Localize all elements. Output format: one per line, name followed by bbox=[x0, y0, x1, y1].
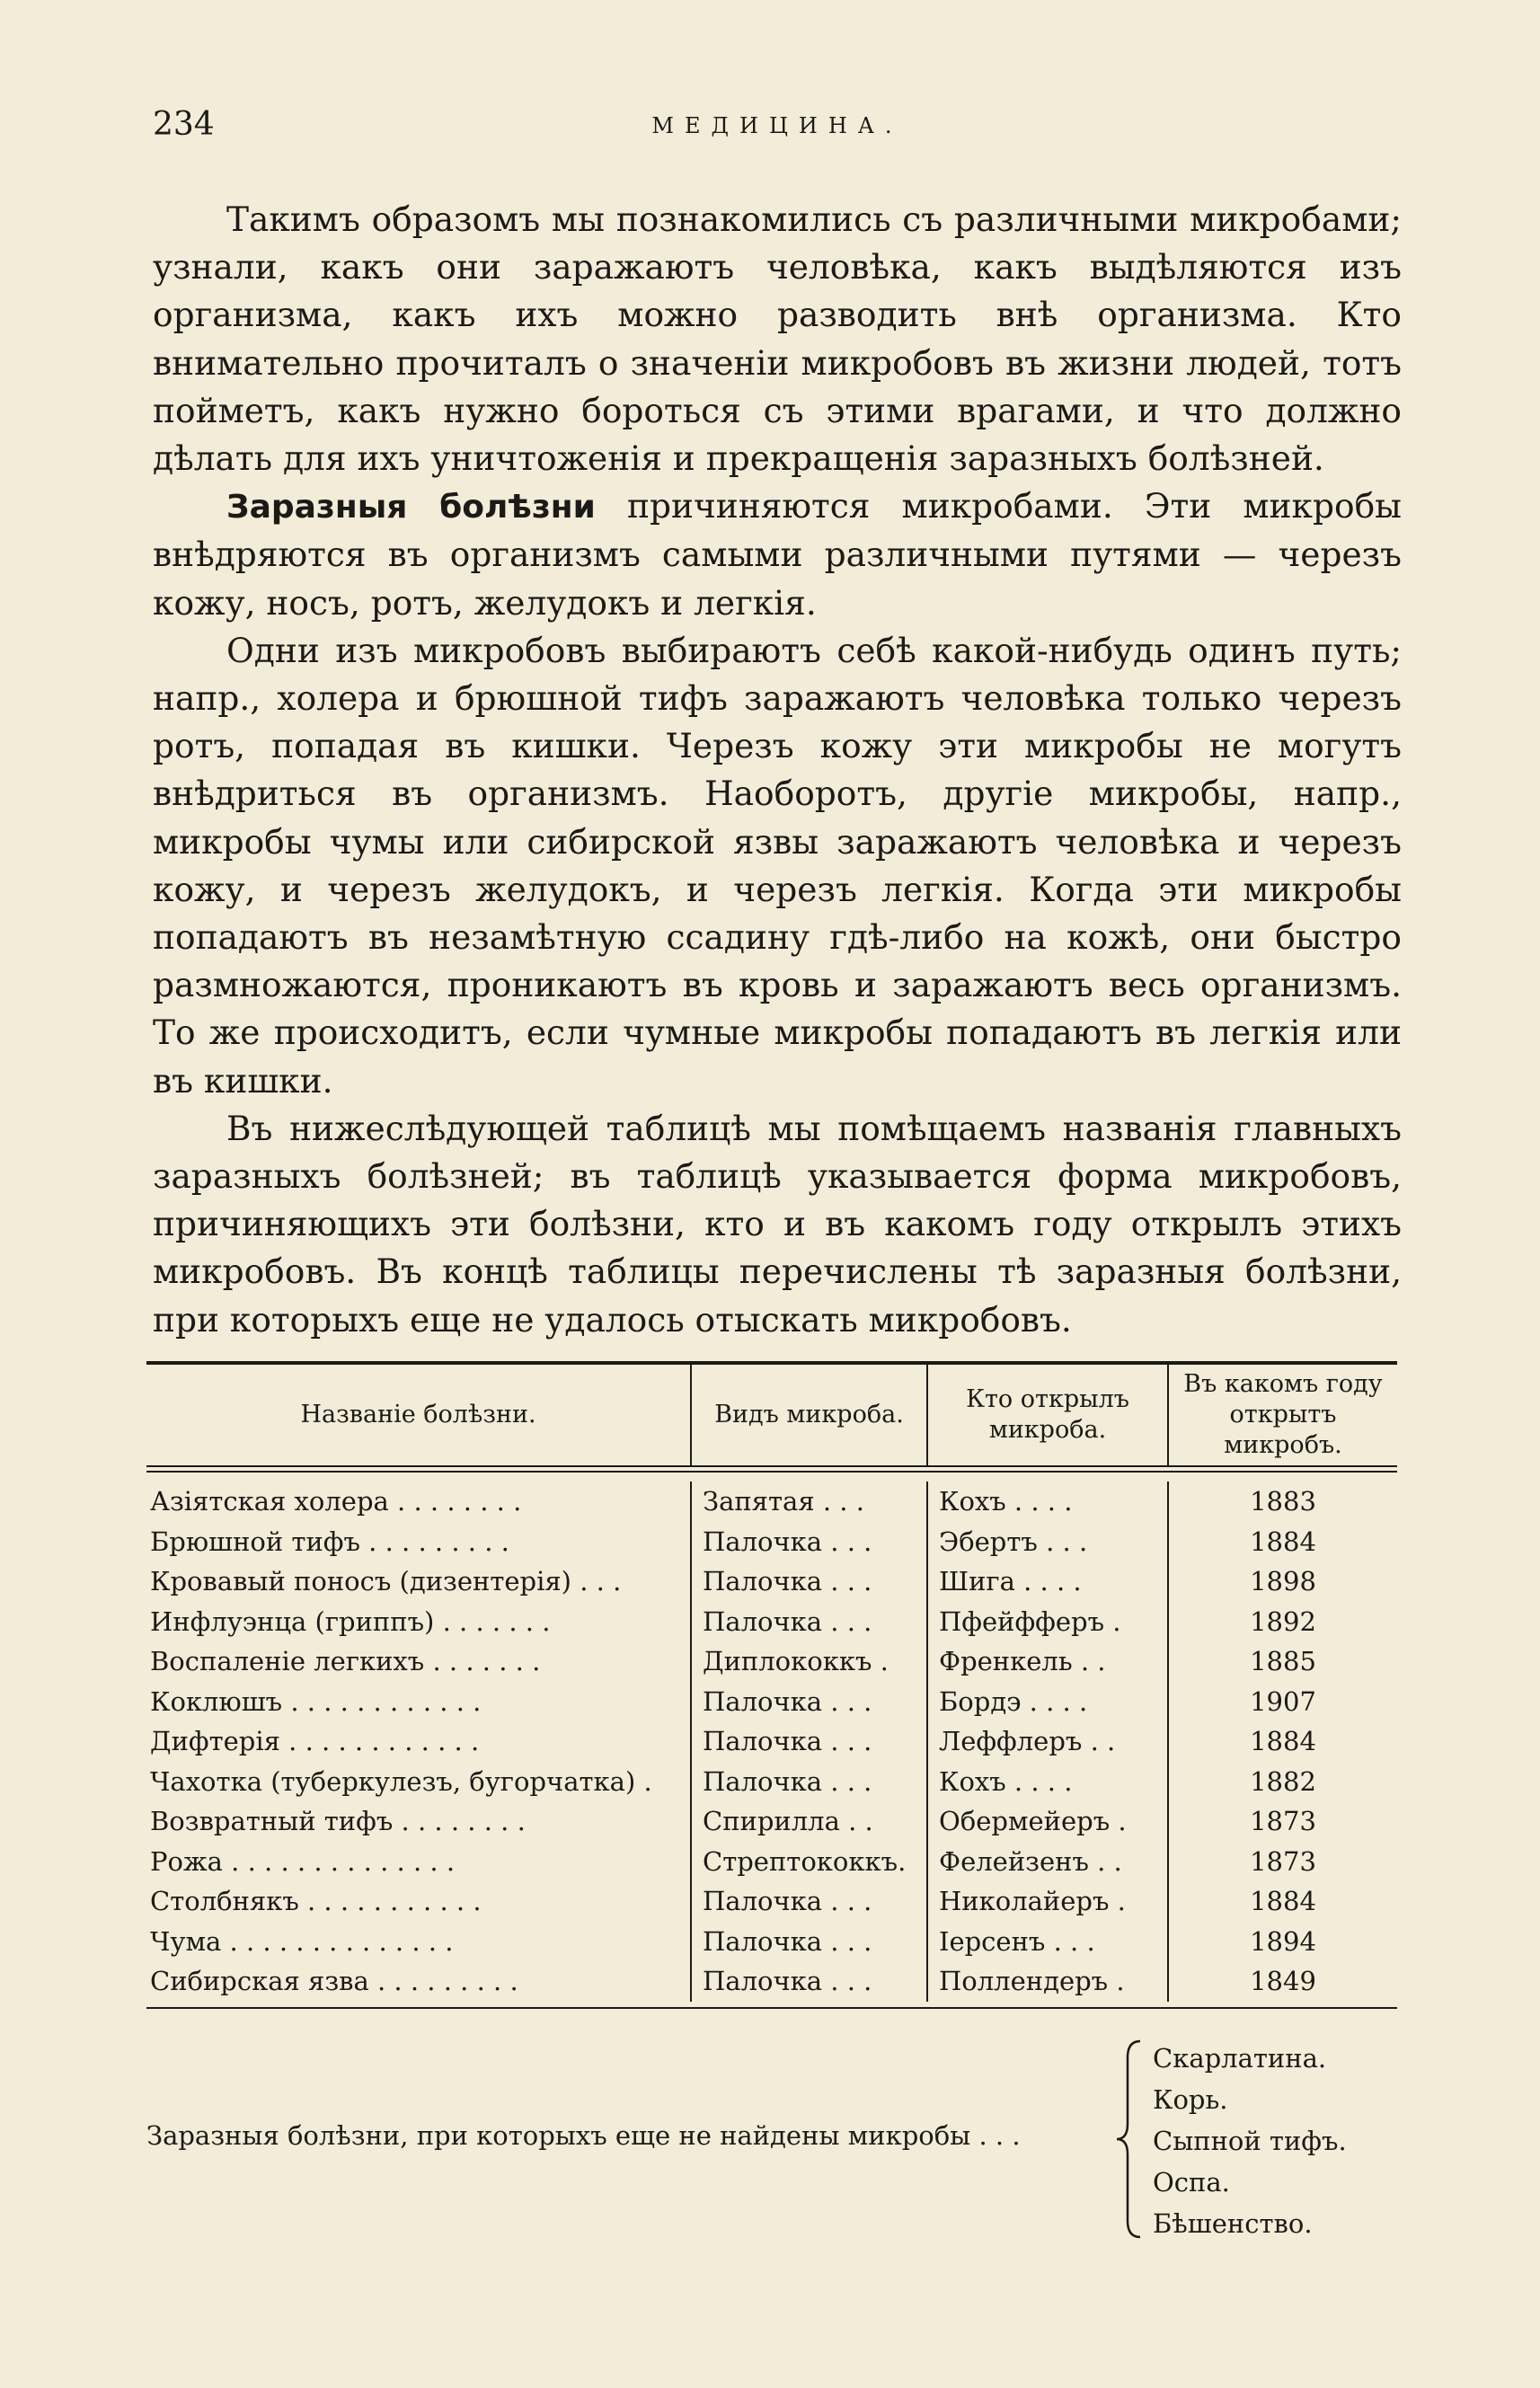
cell-year: 1884 bbox=[1167, 1881, 1397, 1922]
cell-discoverer: Фелейзенъ . . bbox=[926, 1842, 1167, 1882]
table-row bbox=[146, 1961, 1397, 2002]
header-year: Въ какомъ году открытъ микробъ. bbox=[1167, 1365, 1397, 1465]
unfound-diseases-list bbox=[1153, 2038, 1347, 2244]
cell-disease: Коклюшъ . . . . . . . . . . . . bbox=[150, 1685, 482, 1717]
table-row bbox=[146, 1602, 1397, 1642]
cell-discoverer: Эбертъ . . . bbox=[926, 1522, 1167, 1562]
cell-disease: Рожа . . . . . . . . . . . . . . bbox=[150, 1845, 456, 1877]
paragraph-3 bbox=[153, 627, 1402, 1105]
paragraph-3-text: Одни изъ микробовъ выбираютъ себѣ какой-нибудь одинъ путь; напр., холера и брюшной тифъ заражаютъ человѣка только черезъ ротъ, попадая въ кишки. Черезъ кожу эти микробы не могутъ внѣдриться въ организмъ. Наоборотъ, другiе микробы, напр., микробы чумы или сибирской язвы заражаютъ человѣка и черезъ кожу, и черезъ желудокъ, и черезъ легкiя. Когда эти микробы попадаютъ въ незамѣтную ссадину гдѣ-либо на кожѣ, они быстро размножаются, проникаютъ въ кровь и заражаютъ весь организмъ. То же происходитъ, если чумные микробы попадаютъ въ легкiя или въ кишки. bbox=[153, 630, 1402, 1101]
paragraph-2-lead: Заразныя болѣзни bbox=[226, 489, 596, 526]
cell-discoverer: Iерсенъ . . . bbox=[926, 1922, 1167, 1962]
table-row bbox=[146, 1842, 1397, 1882]
curly-brace-icon bbox=[1113, 2038, 1149, 2241]
cell-microbe-type: Палочка . . . bbox=[690, 1881, 926, 1922]
cell-microbe-type: Палочка . . . bbox=[690, 1561, 926, 1602]
header-microbe-type: Видъ микроба. bbox=[690, 1365, 926, 1465]
header-disease: Названiе болѣзни. bbox=[300, 1401, 536, 1428]
cell-year: 1898 bbox=[1167, 1561, 1397, 1602]
table-body bbox=[146, 1473, 1397, 2007]
cell-microbe-type: Диплококкъ . bbox=[690, 1641, 926, 1682]
cell-microbe-type: Спирилла . . bbox=[690, 1801, 926, 1842]
cell-disease: Инфлуэнца (гриппъ) . . . . . . . bbox=[150, 1605, 551, 1637]
table-header-rule bbox=[146, 1465, 1397, 1473]
cell-discoverer: Кохъ . . . . bbox=[926, 1481, 1167, 1522]
cell-disease: Сибирская язва . . . . . . . . . bbox=[150, 1966, 518, 1996]
unfound-microbes-label: Заразныя болѣзни, при которыхъ еще не найдены микробы . . . bbox=[146, 2120, 1021, 2151]
cell-discoverer: Николайеръ . bbox=[926, 1881, 1167, 1922]
cell-disease: Азiятская холера . . . . . . . . bbox=[150, 1486, 522, 1517]
paragraph-4 bbox=[153, 1105, 1402, 1344]
cell-discoverer: Бордэ . . . . bbox=[926, 1682, 1167, 1722]
cell-microbe-type: Палочка . . . bbox=[690, 1922, 926, 1962]
cell-microbe-type: Палочка . . . bbox=[690, 1762, 926, 1802]
paragraph-2 bbox=[153, 482, 1402, 627]
cell-microbe-type: Палочка . . . bbox=[690, 1721, 926, 1762]
cell-microbe-type: Палочка . . . bbox=[690, 1602, 926, 1642]
cell-discoverer: Леффлеръ . . bbox=[926, 1721, 1167, 1762]
cell-year: 1885 bbox=[1167, 1641, 1397, 1682]
cell-discoverer: Френкель . . bbox=[926, 1641, 1167, 1682]
table-row bbox=[146, 1481, 1397, 1522]
cell-year: 1892 bbox=[1167, 1602, 1397, 1642]
paragraph-1 bbox=[153, 196, 1402, 482]
cell-microbe-type: Стрептококкъ. bbox=[690, 1842, 926, 1882]
unfound-disease-item: Сыпной тифъ. bbox=[1153, 2126, 1347, 2156]
unfound-disease-item: Корь. bbox=[1153, 2084, 1228, 2115]
page-header bbox=[153, 106, 1402, 160]
cell-year: 1907 bbox=[1167, 1682, 1397, 1722]
table-row bbox=[146, 1522, 1397, 1562]
cell-year: 1849 bbox=[1167, 1961, 1397, 2002]
cell-year: 1873 bbox=[1167, 1842, 1397, 1882]
page-number: 234 bbox=[153, 106, 215, 143]
cell-disease: Брюшной тифъ . . . . . . . . . bbox=[150, 1526, 509, 1557]
cell-discoverer: Поллендеръ . bbox=[926, 1961, 1167, 2002]
paragraph-2-text: причиняются микробами. Эти микробы внѣдряются въ организмъ самыми различными путями — черезъ кожу, носъ, ротъ, желудокъ и легкiя. bbox=[153, 486, 1402, 623]
cell-year: 1883 bbox=[1167, 1481, 1397, 1522]
cell-year: 1894 bbox=[1167, 1922, 1397, 1962]
cell-year: 1884 bbox=[1167, 1522, 1397, 1562]
cell-disease: Столбнякъ . . . . . . . . . . . bbox=[150, 1886, 482, 1916]
table-row bbox=[146, 1641, 1397, 1682]
cell-year: 1884 bbox=[1167, 1721, 1397, 1762]
paragraph-1-text: Такимъ образомъ мы познакомились съ различными микробами; узнали, какъ они заражаютъ человѣка, какъ выдѣляются изъ организма, какъ ихъ можно разводить внѣ организма. Кто внимательно прочиталъ о значенiи микробовъ въ жизни людей, тотъ пойметъ, какъ нужно бороться съ этими врагами, и что должно дѣлать для ихъ уничтоженiя и прекращенiя заразныхъ болѣзней. bbox=[153, 199, 1402, 479]
cell-disease: Кровавый поносъ (дизентерiя) . . . bbox=[150, 1566, 622, 1596]
disease-table bbox=[146, 1361, 1397, 2009]
cell-disease: Чахотка (туберкулезъ, бугорчатка) . bbox=[150, 1765, 652, 1797]
table-row bbox=[146, 1762, 1397, 1802]
table-row bbox=[146, 1922, 1397, 1962]
running-title: МЕДИЦИНА. bbox=[651, 113, 903, 138]
cell-microbe-type: Палочка . . . bbox=[690, 1522, 926, 1562]
table-row bbox=[146, 1721, 1397, 1762]
unfound-disease-item: Оспа. bbox=[1153, 2167, 1230, 2198]
unfound-disease-item: Скарлатина. bbox=[1153, 2043, 1327, 2074]
cell-year: 1873 bbox=[1167, 1801, 1397, 1842]
header-discoverer: Кто открылъ микроба. bbox=[926, 1365, 1167, 1465]
body-text bbox=[153, 196, 1402, 1344]
table-row bbox=[146, 1561, 1397, 1602]
table-row bbox=[146, 1881, 1397, 1922]
cell-microbe-type: Палочка . . . bbox=[690, 1682, 926, 1722]
table-header bbox=[146, 1365, 1397, 1465]
cell-discoverer: Пфейфферъ . bbox=[926, 1602, 1167, 1642]
cell-microbe-type: Запятая . . . bbox=[690, 1481, 926, 1522]
cell-discoverer: Шига . . . . bbox=[926, 1561, 1167, 1602]
cell-discoverer: Кохъ . . . . bbox=[926, 1762, 1167, 1802]
cell-disease: Дифтерiя . . . . . . . . . . . . bbox=[150, 1726, 480, 1756]
unfound-microbes-note bbox=[146, 2038, 1397, 2244]
paragraph-4-text: Въ нижеслѣдующей таблицѣ мы помѣщаемъ названiя главныхъ заразныхъ болѣзней; въ таблицѣ указывается форма микробовъ, причиняющихъ эти болѣзни, кто и въ какомъ году открылъ этихъ микробовъ. Въ концѣ таблицы перечислены тѣ заразныя болѣзни, при которыхъ еще не удалось отыскать микробовъ. bbox=[153, 1108, 1402, 1340]
cell-year: 1882 bbox=[1167, 1762, 1397, 1802]
cell-disease: Воспаленiе легкихъ . . . . . . . bbox=[150, 1646, 541, 1676]
cell-discoverer: Обермейеръ . bbox=[926, 1801, 1167, 1842]
cell-microbe-type: Палочка . . . bbox=[690, 1961, 926, 2002]
table-row bbox=[146, 1682, 1397, 1722]
unfound-disease-item: Бѣшенство. bbox=[1153, 2208, 1313, 2239]
cell-disease: Чума . . . . . . . . . . . . . . bbox=[150, 1925, 454, 1957]
table-bottom-rule bbox=[146, 2007, 1397, 2009]
table-row bbox=[146, 1801, 1397, 1842]
cell-disease: Возвратный тифъ . . . . . . . . bbox=[150, 1806, 526, 1836]
